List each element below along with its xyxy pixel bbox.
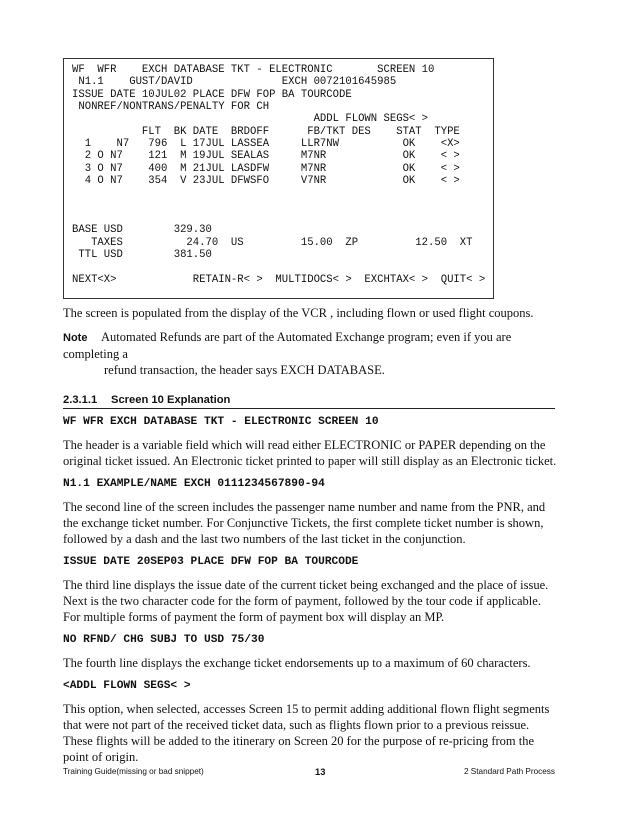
terminal-line-segment-1: 1 N7 796 L 17JUL LASSEA LLR7NW OK <X>	[72, 138, 460, 151]
page-number: 13	[315, 766, 326, 777]
terminal-line-options: NEXT<X> RETAIN-R< > MULTIDOCS< > EXCHTAX< > QUIT< >	[72, 273, 486, 286]
terminal-line-taxes: TAXES 24.70 US 15.00 ZP 12.50 XT	[72, 236, 473, 249]
terminal-line-blank	[72, 187, 493, 199]
footer-chapter: 2 Standard Path Process	[463, 767, 555, 776]
sabre-terminal-screen	[63, 58, 494, 299]
code-line: <ADDL FLOWN SEGS< >	[63, 680, 191, 692]
explanation-paragraph: The header is a variable field which will read either ELECTRONIC or PAPER depending on the original ticket issued. An Electronic ticket printed to paper will still display as an Electronic ticket.	[63, 438, 557, 468]
terminal-line-base-fare: BASE USD 329.30	[72, 224, 212, 237]
code-line: NO RFND/ CHG SUBJ TO USD 75/30	[63, 634, 265, 646]
note-block	[63, 329, 563, 378]
section-number: 2.3.1.1	[63, 394, 98, 406]
terminal-line-header: WF WFR EXCH DATABASE TKT - ELECTRONIC SCREEN 10	[72, 64, 435, 76]
code-line: WF WFR EXCH DATABASE TKT - ELECTRONIC SCREEN 10	[63, 416, 379, 428]
terminal-line-endorsement: NONREF/NONTRANS/PENALTY FOR CH	[72, 101, 270, 114]
terminal-line-issue: ISSUE DATE 10JUL02 PLACE DFW FOP BA TOURCODE	[72, 88, 352, 101]
note-text-line1: Automated Refunds are part of the Automated Exchange program; even if you are completing a	[63, 330, 512, 361]
terminal-line-segment-3: 3 O N7 400 M 21JUL LASDFW M7NR OK < >	[72, 162, 460, 175]
page-footer	[63, 766, 555, 780]
terminal-line-segment-2: 2 O N7 121 M 19JUL SEALAS M7NR OK < >	[72, 150, 460, 163]
explanation-content	[63, 414, 558, 772]
terminal-line-total: TTL USD 381.50	[72, 249, 212, 262]
code-line: ISSUE DATE 20SEP03 PLACE DFW FOP BA TOURCODE	[63, 556, 359, 568]
terminal-line-addl-flown: ADDL FLOWN SEGS< >	[72, 113, 429, 126]
terminal-line-blank	[72, 262, 493, 274]
explanation-paragraph: The third line displays the issue date of the current ticket being exchanged and the place of issue. Next is the two character code for the form of payment, followed by the tour code if applicable. For multiple forms of payment the form of payment box will display an MP.	[63, 578, 549, 624]
note-label: Note	[63, 332, 88, 344]
terminal-line-segment-4: 4 O N7 354 V 23JUL DFWSFO V7NR OK < >	[72, 175, 460, 188]
terminal-line-name: N1.1 GUST/DAVID EXCH 0072101645985	[72, 76, 397, 89]
explanation-paragraph: This option, when selected, accesses Screen 15 to permit adding additional flown flight segments that were not part of the received ticket data, such as flights flown prior to a previous reissue. These flights will be added to the itinerary on Screen 20 for the purpose of re-pricing from the point of origin.	[63, 702, 550, 764]
section-heading	[63, 394, 555, 409]
section-title: Screen 10 Explanation	[111, 394, 231, 406]
terminal-line-blank	[72, 212, 493, 224]
footer-doc-title: Training Guide(missing or bad snippet)	[63, 767, 204, 776]
code-line: N1.1 EXAMPLE/NAME EXCH 0111234567890-94	[63, 478, 325, 490]
terminal-line-column-headers: FLT BK DATE BRDOFF FB/TKT DES STAT TYPE	[72, 125, 460, 138]
explanation-paragraph: The second line of the screen includes the passenger name number and name from the PNR, and the exchange ticket number. For Conjunctive Tickets, the first complete ticket number is shown, followed by a dash and the last two numbers of the last ticket in the conjunction.	[63, 500, 546, 546]
note-text-line2: refund transaction, the header says EXCH DATABASE.	[104, 363, 385, 377]
screen-caption: The screen is populated from the display of the VCR , including flown or used flight coupons.	[63, 306, 534, 320]
explanation-paragraph: The fourth line displays the exchange ticket endorsements up to a maximum of 60 characters.	[63, 656, 531, 670]
terminal-line-blank	[72, 200, 493, 212]
